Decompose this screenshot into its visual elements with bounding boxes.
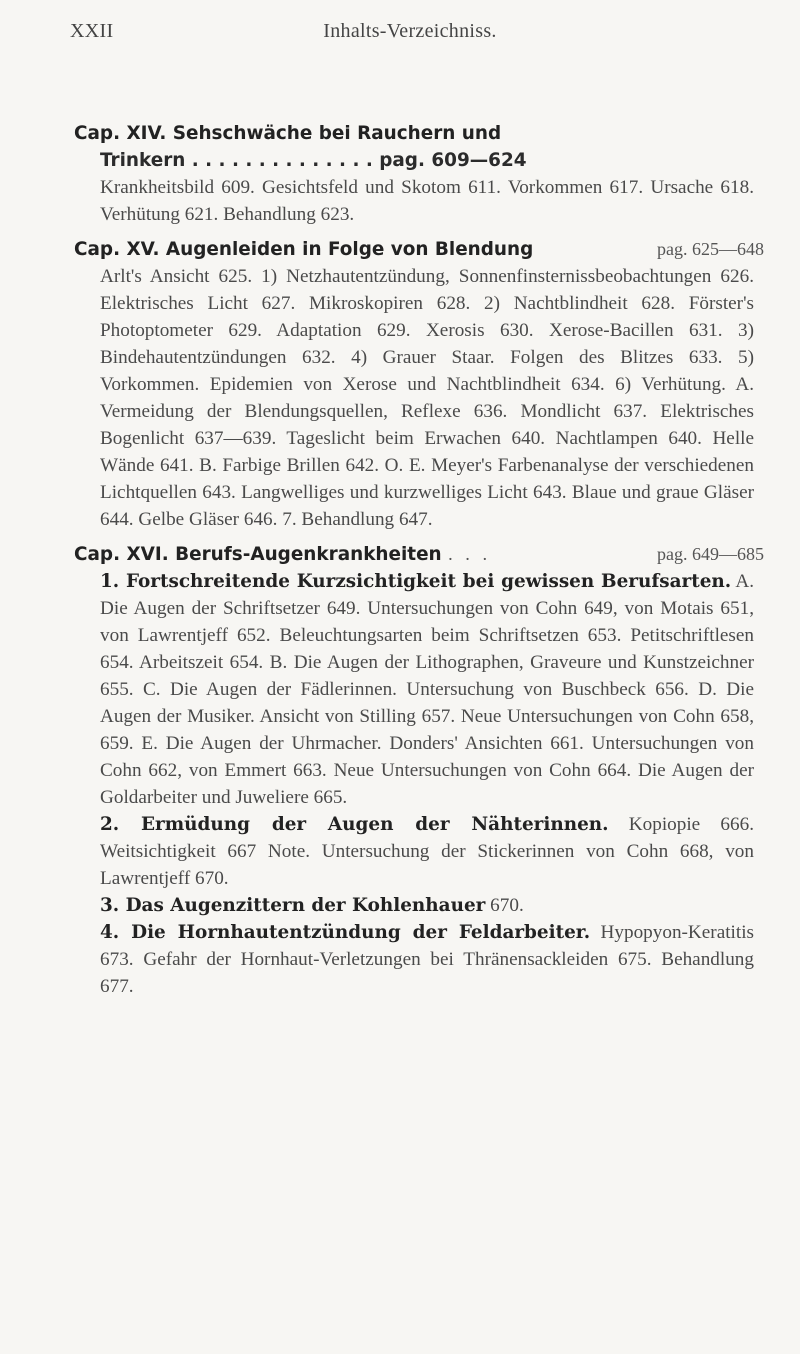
section-2-heading: 2. Ermüdung der Augen der Nähterinnen. bbox=[100, 814, 609, 835]
chapter-xv-page-ref: pag. 625—648 bbox=[657, 239, 764, 259]
section-1-heading: 1. Fortschreitende Kurzsichtigkeit bei gewissen Berufsarten. bbox=[100, 571, 732, 592]
section-1-contents: A. Die Augen der Schriftsetzer 649. Untersuchungen von Cohn 649, von Motais 651, von Lawrentjeff 652. Beleuchtungsarten beim Schriftsetzen 653. Petitschriftlesen 654. Arbeitszeit 654. B. Die Augen der Lithographen, Graveure und Kunstzeichner 655. C. Die Augen der Fädlerinnen. Untersuchung von Buschbeck 656. D. Die Augen der Musiker. Ansicht von Stilling 657. Neue Untersuchungen von Cohn 658, 659. E. Die Augen der Uhrmacher. Donders' Ansichten 661. Untersuchungen von Cohn 662, von Emmert 663. Neue Untersuchungen von Cohn 664. Die Augen der Goldarbeiter und Juweliere 665. bbox=[100, 571, 754, 808]
section-3-contents: 670. bbox=[490, 895, 524, 916]
running-title: Inhalts-Verzeichniss. bbox=[323, 20, 497, 42]
chapter-xiv-heading-cont bbox=[74, 147, 754, 174]
table-of-contents bbox=[74, 120, 764, 1000]
chapter-xv-heading-row bbox=[74, 236, 764, 263]
section-2-contents: Kopiopie 666. Weitsichtigkeit 667 Note. Untersuchung der Stickerinnen von Cohn 668, von Lawrentjeff 670. bbox=[100, 814, 754, 889]
running-head bbox=[70, 20, 750, 50]
section-3 bbox=[74, 892, 754, 919]
chapter-xvi-page-ref: pag. 649—685 bbox=[657, 544, 764, 564]
section-2 bbox=[74, 811, 754, 892]
chapter-xiv bbox=[74, 120, 754, 228]
dot-leader: . . . . . . . . . . . . . . bbox=[185, 150, 380, 171]
section-1 bbox=[74, 568, 754, 811]
chapter-xvi-heading-row bbox=[74, 541, 764, 568]
chapter-xv bbox=[74, 236, 764, 533]
chapter-xiv-page-ref: pag. 609—624 bbox=[379, 150, 527, 171]
section-4 bbox=[74, 919, 754, 1000]
section-3-heading: 3. Das Augenzittern der Kohlenhauer bbox=[100, 895, 486, 916]
chapter-xvi bbox=[74, 541, 764, 1000]
chapter-xv-heading: Cap. XV. Augenleiden in Folge von Blendung bbox=[74, 239, 534, 260]
page-number: XXII bbox=[70, 20, 114, 42]
chapter-xvi-heading: Cap. XVI. Berufs-Augenkrankheiten bbox=[74, 544, 442, 565]
chapter-xiv-heading: Cap. XIV. Sehschwäche bei Rauchern und bbox=[74, 123, 502, 144]
chapter-xv-contents: Arlt's Ansicht 625. 1) Netzhautentzündung, Sonnenfinsternissbeobachtungen 626. Elektrisches Licht 627. Mikroskopiren 628. 2) Nachtblindheit 628. Förster's Photoptometer 629. Adaptation 629. Xerosis 630. Xerose-Bacillen 631. 3) Bindehautentzündungen 632. 4) Grauer Staar. Folgen des Blitzes 633. 5) Vorkommen. Epidemien von Xerose und Nachtblindheit 634. 6) Verhütung. A. Vermeidung der Blendungsquellen, Reflexe 636. Mondlicht 637. Elektrisches Bogenlicht 637—639. Tageslicht beim Erwachen 640. Nachtlampen 640. Helle Wände 641. B. Farbige Brillen 642. O. E. Meyer's Farbenanalyse der verschiedenen Lichtquellen 643. Langwelliges und kurzwelliges Licht 643. Blaue und graue Gläser 644. Gelbe Gläser 646. 7. Behandlung 647. bbox=[100, 266, 754, 530]
section-4-heading: 4. Die Hornhautentzündung der Feldarbeiter. bbox=[100, 922, 591, 943]
chapter-xiv-contents: Krankheitsbild 609. Gesichtsfeld und Skotom 611. Vorkommen 617. Ursache 618. Verhütung 621. Behandlung 623. bbox=[100, 177, 754, 225]
chapter-xiv-heading-line2: Trinkern bbox=[100, 150, 186, 171]
dot-leader: . . . bbox=[448, 544, 492, 564]
section-4-contents: Hypopyon-Keratitis 673. Gefahr der Hornhaut-Verletzungen bei Thränensackleiden 675. Behandlung 677. bbox=[100, 922, 755, 997]
